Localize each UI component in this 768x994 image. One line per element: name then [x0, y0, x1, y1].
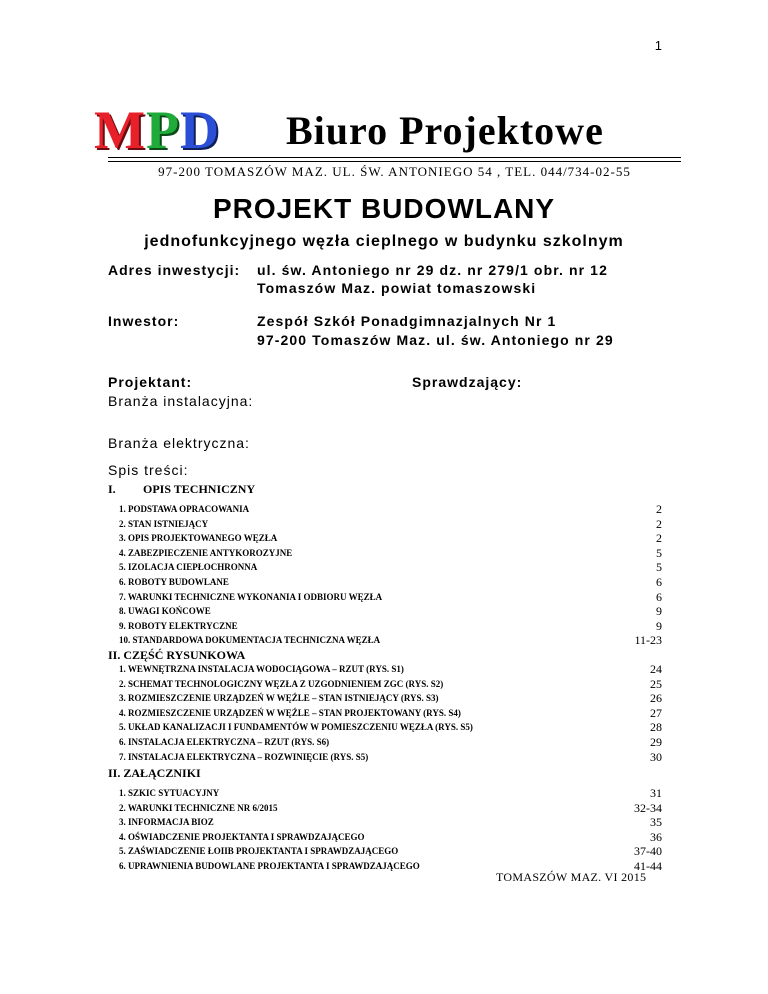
logo-letter-m: M — [94, 100, 146, 160]
toc-item-page: 26 — [650, 691, 662, 706]
toc-item-text: 3. OPIS PROJEKTOWANEGO WĘZŁA — [119, 533, 278, 544]
toc-row — [119, 502, 662, 517]
investor-line2: 97-200 Tomaszów Maz. ul. św. Antoniego nr 29 — [257, 332, 614, 348]
toc-item-page: 36 — [650, 829, 662, 844]
toc-row — [119, 786, 662, 801]
document-title: PROJEKT BUDOWLANY — [212, 193, 556, 224]
toc-row — [119, 815, 662, 830]
toc-row — [119, 546, 662, 561]
toc-item-page: 9 — [656, 604, 662, 619]
toc-item-text: 6. UPRAWNIENIA BUDOWLANE PROJEKTANTA I SPRAWDZAJĄCEGO — [119, 860, 420, 871]
toc-item-page: 29 — [650, 734, 662, 749]
toc-item-text: 7. INSTALACJA ELEKTRYCZNA – ROZWINIĘCIE (RYS. S5) — [119, 751, 369, 762]
toc-item-text: 8. UWAGI KOŃCOWE — [119, 606, 211, 617]
toc-row — [119, 691, 662, 706]
toc-row — [119, 844, 662, 859]
toc-item-page: 32-34 — [634, 800, 662, 815]
toc-item-page: 37-40 — [634, 844, 662, 859]
toc-section-heading — [108, 766, 201, 781]
mpd-logo — [94, 100, 220, 160]
toc-section-number: I. — [108, 482, 116, 496]
toc-section-title: CZĘŚĆ RYSUNKOWA — [123, 648, 246, 662]
toc-item-page: 9 — [656, 618, 662, 633]
toc-heading: Spis treści: — [108, 462, 189, 478]
toc-item-page: 28 — [650, 720, 662, 735]
branch-electrical-label: Branża elektryczna: — [108, 435, 250, 451]
toc-section-title: OPIS TECHNICZNY — [143, 482, 256, 496]
investor-label: Inwestor: — [108, 313, 180, 329]
toc-item-text: 2. STAN ISTNIEJĄCY — [119, 518, 209, 529]
toc-row — [119, 531, 662, 546]
toc-item-page: 5 — [656, 560, 662, 575]
toc-row — [119, 750, 662, 765]
toc-item-page: 31 — [650, 786, 662, 800]
document-subtitle: jednofunkcyjnego węzła cieplnego w budynku szkolnym — [144, 233, 624, 250]
toc-section-number: II. — [108, 648, 121, 662]
toc-item-text: 6. ROBOTY BUDOWLANE — [119, 576, 229, 587]
toc-row — [119, 735, 662, 750]
toc-row — [119, 662, 662, 677]
logo-letter-p: P — [145, 100, 180, 160]
toc-section-heading — [108, 648, 245, 663]
toc-item-text: 1. PODSTAWA OPRACOWANIA — [119, 504, 250, 514]
toc-item-text: 2. SCHEMAT TECHNOLOGICZNY WĘZŁA Z UZGODNIENIEM ZGC (RYS. S2) — [119, 678, 444, 689]
toc-item-page: 6 — [656, 589, 662, 604]
toc-item-page: 41-44 — [634, 858, 662, 873]
header-divider-thin — [108, 161, 681, 162]
investment-address-label: Adres inwestycji: — [108, 262, 241, 278]
toc-item-text: 5. UKŁAD KANALIZACJI I FUNDAMENTÓW W POMIESZCZENIU WĘZŁA (RYS. S5) — [119, 722, 473, 733]
toc-item-page: 27 — [650, 705, 662, 720]
designer-label: Projektant: — [108, 374, 193, 390]
toc-item-page: 24 — [650, 662, 662, 676]
toc-row — [119, 517, 662, 532]
footer-place-date: TOMASZÓW MAZ. VI 2015 — [496, 870, 647, 884]
toc-list-zalaczniki — [119, 786, 662, 874]
investment-address-line1: ul. św. Antoniego nr 29 dz. nr 279/1 obr. nr 12 — [257, 262, 608, 278]
investment-address-line2: Tomaszów Maz. powiat tomaszowski — [257, 280, 537, 296]
toc-item-text: 5. ZAŚWIADCZENIE ŁOIIB PROJEKTANTA I SPRAWDZAJĄCEGO — [119, 846, 399, 857]
investor-line1: Zespół Szkół Ponadgimnazjalnych Nr 1 — [257, 313, 557, 329]
toc-item-text: 3. ROZMIESZCZENIE URZĄDZEŃ W WĘŹLE – STAN ISTNIEJĄCY (RYS. S3) — [119, 693, 439, 704]
toc-row — [119, 575, 662, 590]
toc-row — [119, 801, 662, 816]
branch-installation-label: Branża instalacyjna: — [108, 393, 254, 409]
toc-section-title: ZAŁĄCZNIKI — [123, 766, 201, 780]
toc-row — [119, 590, 662, 605]
toc-item-text: 4. OŚWIADCZENIE PROJEKTANTA I SPRAWDZAJĄCEGO — [119, 831, 365, 842]
toc-row — [119, 604, 662, 619]
toc-item-page: 2 — [656, 516, 662, 531]
toc-row — [119, 560, 662, 575]
logo-letter-d: D — [179, 100, 220, 160]
toc-item-page: 30 — [650, 749, 662, 764]
office-name: Biuro Projektowe — [286, 108, 604, 153]
toc-section-number: II. — [108, 766, 121, 780]
toc-row — [119, 619, 662, 634]
toc-item-text: 4. ROZMIESZCZENIE URZĄDZEŃ W WĘŹLE – STAN PROJEKTOWANY (RYS. S4) — [119, 707, 461, 718]
toc-row — [119, 830, 662, 845]
toc-item-page: 2 — [656, 502, 662, 516]
toc-item-page: 5 — [656, 545, 662, 560]
checker-label: Sprawdzający: — [412, 374, 523, 390]
page-number: 1 — [654, 38, 662, 53]
toc-item-text: 2. WARUNKI TECHNICZNE NR 6/2015 — [119, 802, 278, 813]
toc-item-text: 6. INSTALACJA ELEKTRYCZNA – RZUT (RYS. S6) — [119, 736, 330, 747]
toc-list-czesc-rysunkowa — [119, 662, 662, 764]
toc-item-text: 1. WEWNĘTRZNA INSTALACJA WODOCIĄGOWA – RZUT (RYS. S1) — [119, 664, 404, 674]
toc-row — [119, 633, 662, 648]
toc-list-opis-techniczny — [119, 502, 662, 648]
toc-item-page: 25 — [650, 676, 662, 691]
toc-item-text: 3. INFORMACJA BIOZ — [119, 817, 214, 828]
toc-section-heading — [108, 482, 255, 497]
office-address: 97-200 TOMASZÓW MAZ. UL. ŚW. ANTONIEGO 54 , TEL. 044/734-02-55 — [158, 164, 631, 179]
toc-item-text: 4. ZABEZPIECZENIE ANTYKOROZYJNE — [119, 547, 293, 558]
toc-item-page: 35 — [650, 815, 662, 830]
header-divider — [108, 157, 681, 158]
toc-item-text: 9. ROBOTY ELEKTRYCZNE — [119, 620, 238, 631]
toc-item-text: 1. SZKIC SYTUACYJNY — [119, 788, 220, 798]
toc-item-page: 6 — [656, 574, 662, 589]
toc-item-text: 7. WARUNKI TECHNICZNE WYKONANIA I ODBIORU WĘZŁA — [119, 591, 383, 602]
toc-item-page: 11-23 — [634, 633, 662, 648]
toc-item-text: 5. IZOLACJA CIEPŁOCHRONNA — [119, 562, 258, 573]
toc-row — [119, 677, 662, 692]
toc-row — [119, 706, 662, 721]
toc-item-text: 10. STANDARDOWA DOKUMENTACJA TECHNICZNA WĘZŁA — [119, 635, 381, 646]
toc-item-page: 2 — [656, 531, 662, 546]
toc-row — [119, 720, 662, 735]
